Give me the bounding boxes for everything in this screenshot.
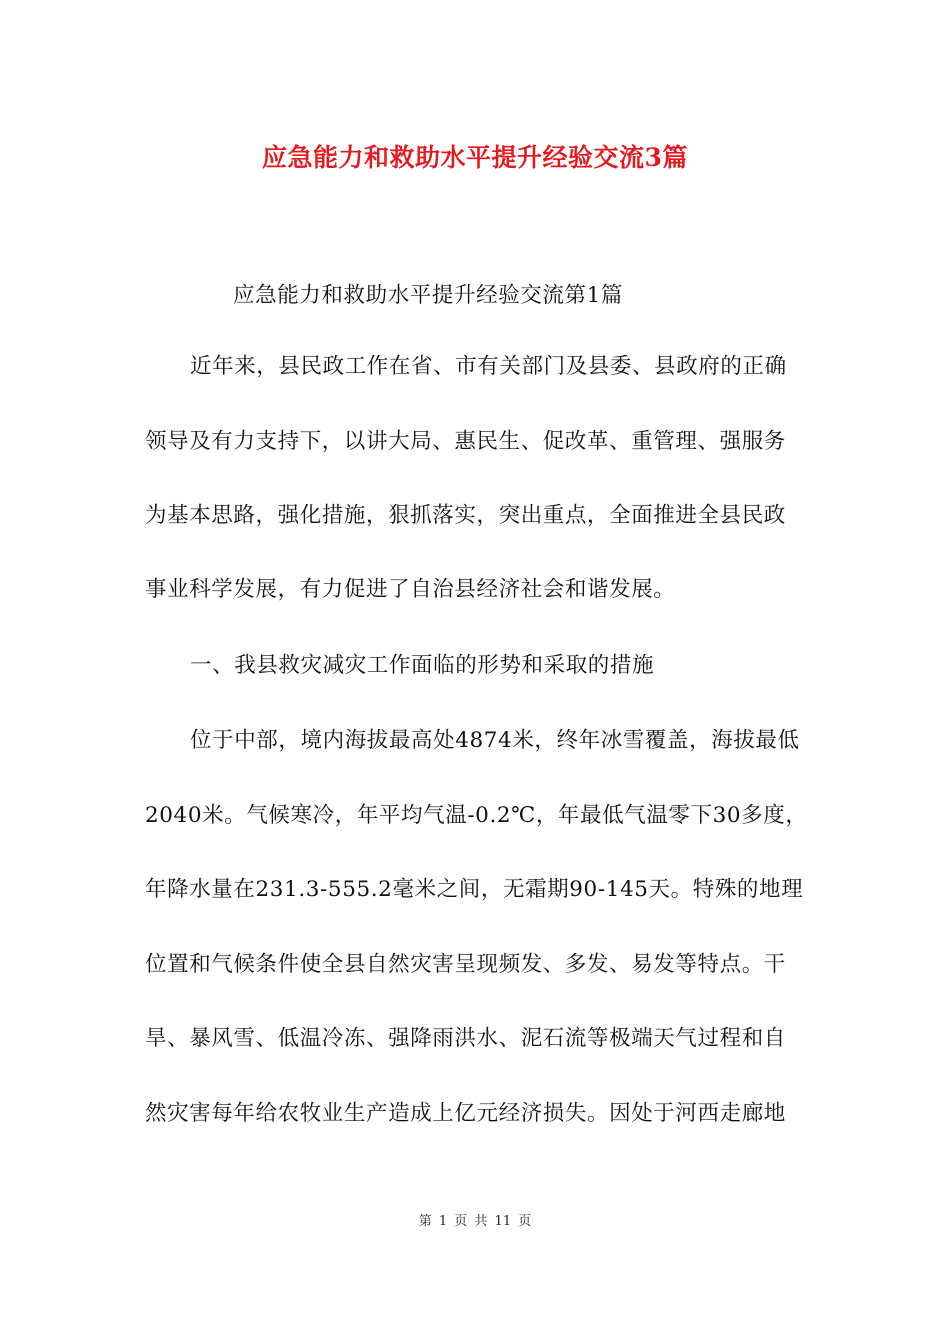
paragraph-line: 2040米。气候寒冷，年平均气温-0.2℃，年最低气温零下30多度， [145, 803, 808, 828]
paragraph-line: 领导及有力支持下，以讲大局、惠民生、促改革、重管理、强服务 [145, 429, 786, 454]
paragraph-line: 为基本思路，强化措施，狠抓落实，突出重点，全面推进全县民政 [145, 503, 786, 528]
paragraph-line: 事业科学发展，有力促进了自治县经济社会和谐发展。 [145, 577, 676, 602]
document-title: 应急能力和救助水平提升经验交流3篇 [262, 143, 688, 172]
section-heading: 一、我县救灾减灾工作面临的形势和采取的措施 [190, 653, 655, 678]
article-subtitle: 应急能力和救助水平提升经验交流第1篇 [233, 283, 623, 308]
paragraph-line: 旱、暴风雪、低温冷冻、强降雨洪水、泥石流等极端天气过程和自 [145, 1026, 786, 1051]
paragraph-line: 近年来，县民政工作在省、市有关部门及县委、县政府的正确 [190, 354, 787, 379]
paragraph-line: 位置和气候条件使全县自然灾害呈现频发、多发、易发等特点。干 [145, 952, 786, 977]
paragraph-line: 年降水量在231.3-555.2毫米之间，无霜期90-145天。特殊的地理 [145, 877, 804, 902]
paragraph-line: 位于中部，境内海拔最高处4874米，终年冰雪覆盖，海拔最低 [190, 728, 800, 753]
page-footer: 第 1 页 共 11 页 [418, 1214, 532, 1229]
paragraph-line: 然灾害每年给农牧业生产造成上亿元经济损失。因处于河西走廊地 [145, 1101, 786, 1126]
